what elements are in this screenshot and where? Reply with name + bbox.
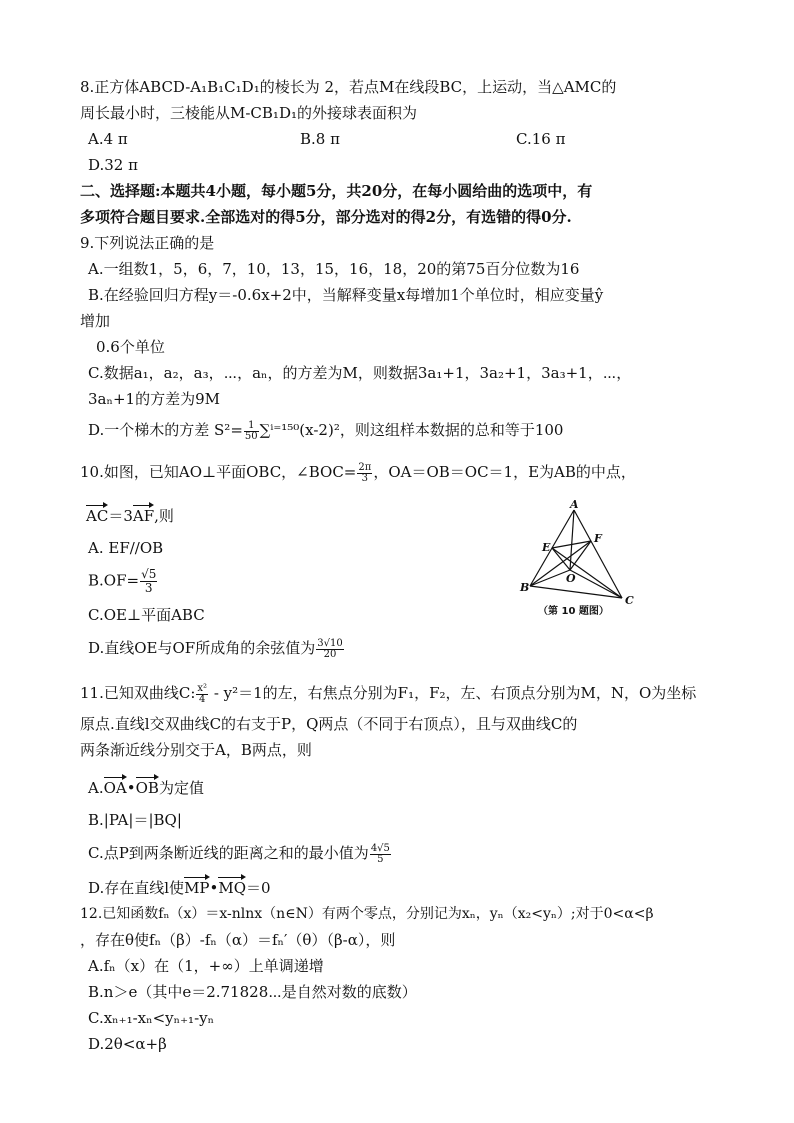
edge-bo: [530, 570, 570, 586]
q8-option-a: A.4 π: [88, 130, 128, 148]
q11-option-c-num: 4√5: [370, 842, 390, 854]
q10-option-d: [88, 638, 345, 660]
q11-option-b: B.|PA|＝|BQ|: [88, 811, 182, 829]
q9-option-d-fraction: [244, 421, 259, 442]
q11-frac-num: x²: [197, 682, 208, 694]
q8-option-b: B.8 π: [300, 130, 340, 148]
q11-vector-oa: OA: [103, 779, 127, 797]
q10-condition-suffix: ,则: [154, 507, 174, 525]
q11-stem-line3: 两条渐近线分别交于A，B两点，则: [80, 741, 312, 759]
q10-condition: [86, 506, 174, 526]
q10-stem-frac-num: 2π: [358, 461, 372, 473]
q10-option-b-prefix: B.OF=: [88, 571, 140, 590]
q10-option-d-fraction: [316, 639, 343, 660]
label-b: B: [520, 581, 530, 594]
q10-stem-prefix: 10.如图，已知AO⊥平面OBC，∠BOC=: [80, 463, 357, 481]
q9-stem: 9.下列说法正确的是: [80, 234, 215, 252]
q9-option-b-line3: 0.6个单位: [96, 338, 165, 356]
q11-option-a-suffix: 为定值: [158, 779, 204, 797]
q12-option-a: A.fₙ（x）在（1，+∞）上单调递增: [88, 957, 324, 975]
q10-stem-suffix: ，OA＝OB＝OC＝1，E为AB的中点，: [373, 463, 636, 481]
q9-option-d-prefix: D.一个梯木的方差 S²=: [88, 421, 243, 439]
q10-vector-ac: AC: [86, 507, 109, 525]
label-e: E: [542, 541, 551, 554]
q11-option-c-prefix: C.点P到两条断近线的距离之和的最小值为: [88, 844, 369, 862]
q11-hyperbola-fraction: [196, 684, 208, 705]
q10-vector-af: AF: [132, 507, 155, 525]
q11-option-d-dot: •: [209, 879, 219, 897]
q10-option-a: A. EF//OB: [88, 539, 164, 557]
q11-vector-mq: MQ: [218, 879, 247, 897]
q9-option-b-line1: B.在经验回归方程y＝-0.6x+2中，当解释变量x每增加1个单位时，相应变量ŷ: [88, 286, 604, 304]
q9-option-d: [88, 420, 563, 442]
q9-option-b-line2: 增加: [80, 312, 111, 330]
q11-line1-prefix: 11.已知双曲线C:: [80, 684, 196, 702]
q12-option-d: D.2θ<α+β: [88, 1035, 167, 1053]
label-c: C: [625, 594, 634, 607]
q11-option-a-prefix: A.: [88, 779, 104, 797]
q11-option-c: [88, 843, 392, 865]
q12-stem-line1: 12.已知函数fₙ（x）＝x-nlnx（n∈N）有两个零点，分别记为xₙ，yₙ（x₂<yₙ）;对于0<α<β: [80, 906, 654, 922]
q10-stem: [80, 462, 636, 484]
q10-option-d-prefix: D.直线OE与OF所成角的余弦值为: [88, 639, 316, 657]
q11-stem-line1: [80, 683, 696, 705]
q11-line1-suffix: - y²＝1的左，右焦点分别为F₁，F₂，左、右顶点分别为M，N，O为坐标: [209, 684, 697, 702]
q9-option-d-frac-den: 50: [244, 430, 258, 442]
q12-option-b: B.n＞e（其中e＝2.71828⋯是自然对数的底数）: [88, 983, 417, 1001]
segment-fo: [570, 541, 591, 570]
q10-option-d-den: 20: [323, 648, 337, 660]
section2-heading-line1: 二、选择题:本题共4小题，每小题5分，共20分，在每小圆给曲的选项中，有: [80, 182, 593, 200]
q11-option-d-suffix: ＝0: [246, 879, 271, 897]
q10-condition-eq: ＝3: [108, 507, 133, 525]
q8-option-d: D.32 π: [88, 156, 138, 174]
q12-option-c: C.xₙ₊₁-xₙ<yₙ₊₁-yₙ: [88, 1009, 215, 1027]
q9-option-a: A.一组数1，5，6，7，10，13，15，16，18，20的第75百分位数为16: [88, 260, 580, 278]
q10-option-b-fraction: [140, 568, 157, 595]
q11-option-c-fraction: [370, 844, 391, 865]
q10-figure-caption: （第 10 题图）: [538, 606, 609, 617]
q10-option-b-num: √5: [141, 567, 157, 581]
q8-stem-line2: 周长最小时，三棱能从M-CB₁D₁的外接球表面积为: [80, 104, 417, 122]
q11-stem-line2: 原点.直线l交双曲线C的右支于P，Q两点（不同于右顶点），且与双曲线C的: [80, 715, 578, 733]
q9-option-d-suffix: ∑ⁱ⁼¹⁵⁰(x-2)²，则这组样本数据的总和等于100: [259, 421, 564, 439]
q9-option-c-line1: C.数据a₁，a₂，a₃，⋯，aₙ，的方差为M，则数据3a₁+1，3a₂+1，3a₃+1，⋯，: [88, 364, 632, 382]
q8-stem-line1: 8.正方体ABCD-A₁B₁C₁D₁的棱长为 2，若点M在线段BC，上运动，当△AMC的: [80, 78, 617, 96]
q11-vector-mp: MP: [184, 879, 210, 897]
q11-option-a: [88, 778, 204, 798]
q11-option-d-prefix: D.存在直线l使: [88, 879, 185, 897]
q12-stem-line2: ，存在θ使fₙ（β）-fₙ（α）＝fₙ′（θ）（β-α），则: [80, 931, 396, 949]
q9-option-c-line2: 3aₙ+1的方差为9M: [88, 390, 220, 408]
q10-option-d-num: 3√10: [317, 637, 343, 649]
q10-stem-frac-den: 3: [361, 472, 369, 484]
label-f: F: [594, 532, 602, 545]
label-a: A: [570, 498, 579, 511]
q10-option-c: C.OE⊥平面ABC: [88, 606, 205, 624]
q11-option-c-den: 5: [377, 853, 384, 865]
segment-bf: [530, 541, 591, 586]
q9-option-d-frac-num: 1: [244, 421, 259, 432]
q11-option-a-dot: •: [126, 779, 136, 797]
q10-option-b: [88, 568, 158, 595]
q11-vector-ob: OB: [135, 779, 159, 797]
label-o: O: [566, 572, 576, 585]
q10-stem-fraction: [357, 463, 372, 484]
q11-option-d: [88, 878, 271, 898]
q10-option-b-den: 3: [144, 581, 153, 595]
q8-option-c: C.16 π: [516, 130, 566, 148]
section2-heading-line2: 多项符合题目要求.全部选对的得5分，部分选对的得2分，有选错的得0分.: [80, 208, 572, 226]
q11-frac-den: 4: [199, 693, 206, 705]
